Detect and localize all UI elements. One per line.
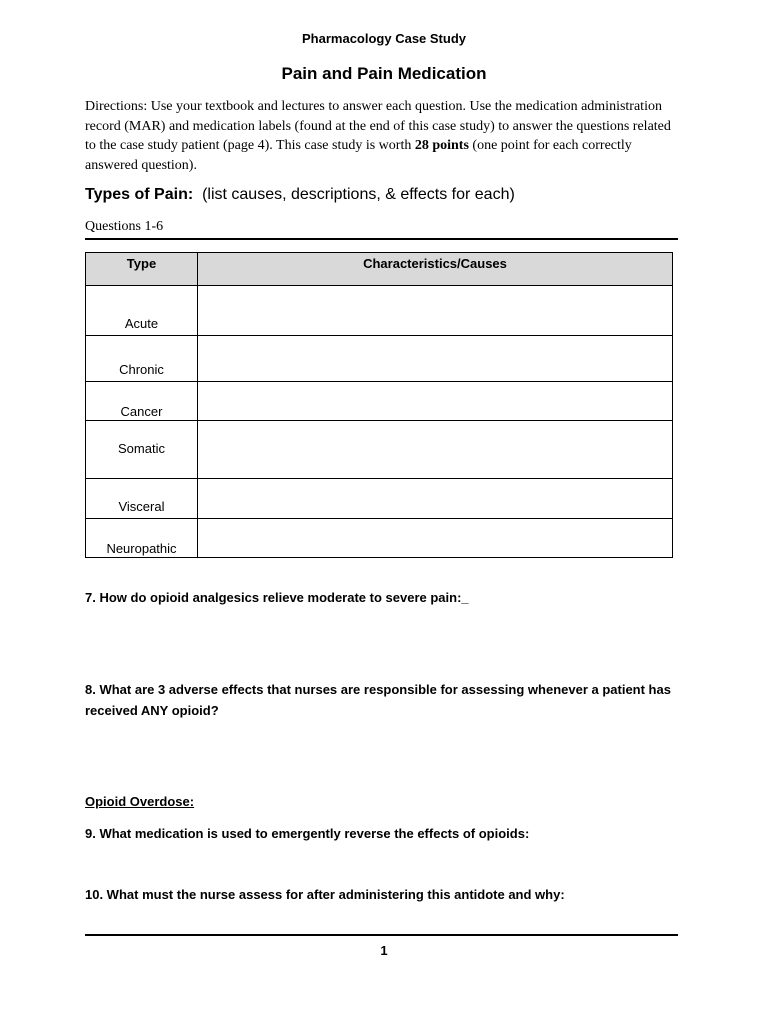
table-row <box>86 519 673 558</box>
type-cell: Cancer <box>86 382 198 421</box>
table-row <box>86 382 673 421</box>
column-header-type: Type <box>86 253 198 286</box>
type-cell: Chronic <box>86 336 198 382</box>
page-number: 1 <box>380 943 388 958</box>
question-8: 8. What are 3 adverse effects that nurses are responsible for assessing whenever a patient has received ANY opioid? <box>85 682 671 718</box>
type-cell: Neuropathic <box>86 519 198 558</box>
footer-divider <box>85 934 678 936</box>
document-header: Pharmacology Case Study <box>302 31 466 46</box>
type-cell: Visceral <box>86 479 198 519</box>
question-7: 7. How do opioid analgesics relieve moderate to severe pain:_ <box>85 590 469 605</box>
directions-paragraph <box>85 97 685 175</box>
answer-cell[interactable] <box>198 336 673 382</box>
directions-text-1: Directions: Use your textbook and lectures to answer each question. Use the medication administration record (MAR) and medication labels (found at the end of this case study) to answer the questions related to the case study patient (page 4). This case study is worth <box>85 99 671 153</box>
types-of-pain-heading <box>85 186 515 204</box>
type-cell: Acute <box>86 286 198 336</box>
column-header-characteristics: Characteristics/Causes <box>198 253 673 286</box>
answer-cell[interactable] <box>198 421 673 479</box>
question-10: 10. What must the nurse assess for after administering this antidote and why: <box>85 887 565 902</box>
answer-cell[interactable] <box>198 286 673 336</box>
question-9: 9. What medication is used to emergently reverse the effects of opioids: <box>85 826 530 841</box>
directions-text-2: (one point for each correctly answered question). <box>85 138 632 173</box>
section-divider <box>85 238 678 240</box>
questions-range-label: Questions 1-6 <box>85 219 164 234</box>
answer-cell[interactable] <box>198 519 673 558</box>
table-row <box>86 286 673 336</box>
pain-types-table <box>85 252 673 558</box>
table-row <box>86 479 673 519</box>
directions-points: 28 points <box>414 138 469 153</box>
table-header-row <box>86 253 673 286</box>
table-row <box>86 421 673 479</box>
opioid-overdose-heading: Opioid Overdose: <box>85 794 195 809</box>
answer-cell[interactable] <box>198 382 673 421</box>
page-title: Pain and Pain Medication <box>281 64 487 83</box>
types-of-pain-instructions: (list causes, descriptions, & effects for each) <box>202 186 515 203</box>
answer-cell[interactable] <box>198 479 673 519</box>
type-cell: Somatic <box>86 421 198 479</box>
table-row <box>86 336 673 382</box>
types-of-pain-label: Types of Pain: <box>85 186 194 203</box>
